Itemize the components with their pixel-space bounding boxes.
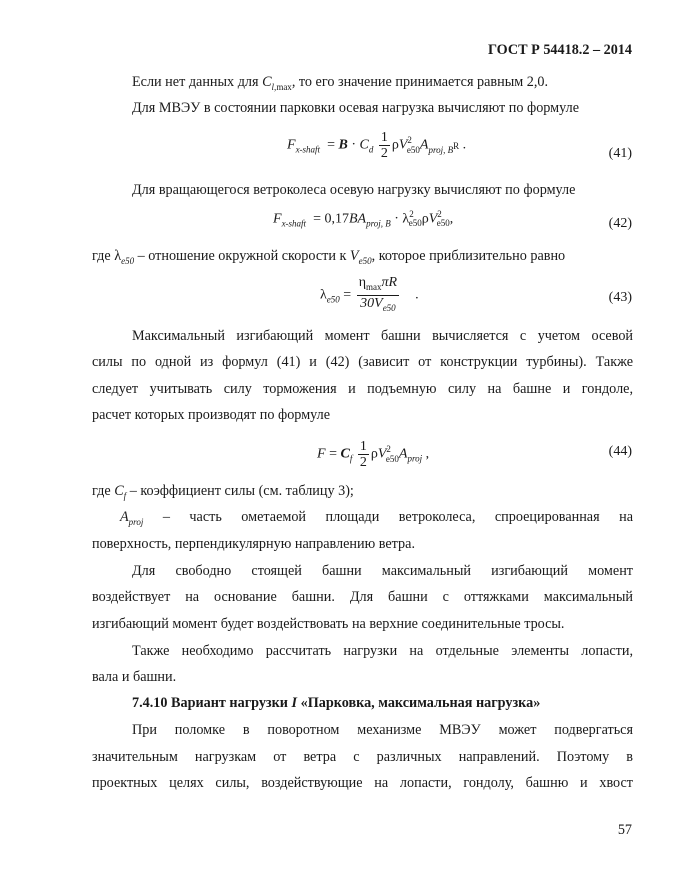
eq-sub: e50: [436, 218, 450, 229]
eq-symbol: λ: [320, 287, 327, 303]
eq-symbol: F: [287, 137, 296, 153]
page-number: 57: [617, 822, 632, 838]
section-number: 7.4.10: [132, 695, 168, 711]
eq-symbol: A: [398, 446, 408, 462]
text: где: [92, 248, 115, 264]
eq-tail: .: [415, 287, 419, 303]
paragraph-cl-max: [132, 73, 548, 96]
sub: f: [123, 490, 127, 501]
eq-sup: R: [453, 140, 460, 151]
eq-sup: 2: [386, 444, 391, 455]
eq-sub: proj, B: [428, 144, 454, 155]
eq-symbol: B: [338, 137, 348, 153]
eq-symbol: V: [428, 211, 438, 227]
eq-symbol: BA: [348, 211, 367, 227]
sub: l,: [271, 81, 277, 92]
eq-symbol: ρ: [421, 211, 429, 227]
fraction-tip-speed: [357, 275, 399, 316]
equation-43: $\lambda_{e50}$ = $\frac{\eta_{max}\pi R}{30V_{e50}}$ .: [320, 275, 419, 316]
fraction-num: 1: [380, 130, 388, 145]
equation-number-42: (42): [608, 216, 632, 231]
eq-sub: proj, B: [366, 218, 391, 229]
paragraph-bending-line3: следует учитывать силу торможения и подъемную силу на башне и гондоле,: [92, 381, 633, 397]
eq-symbol: πR: [381, 275, 398, 290]
eq-sub: x-shaft: [281, 218, 307, 229]
paragraph-bending-line1: Максимальный изгибающий момент башни вычисляется с учетом осевой: [132, 328, 633, 344]
sub: max: [276, 81, 292, 92]
fraction-half: [379, 130, 390, 161]
text: – отношение окружной скорости к: [134, 248, 350, 264]
eq-symbol: C: [340, 446, 350, 462]
paragraph-bending-line2: силы по одной из формул (41) и (42) (зависит от конструкции турбины). Также: [92, 354, 633, 370]
eq-tail: .: [462, 137, 467, 153]
eq-symbol: 30V: [360, 295, 383, 311]
eq-symbol: F: [273, 211, 282, 227]
eq-symbol: λ: [402, 211, 410, 227]
var: C: [114, 483, 124, 499]
text: – часть ометаемой площади ветроколеса, спроецированная на: [143, 509, 633, 525]
eq-sub: e50: [382, 302, 396, 313]
equation-42: $F_{x-shaft} = 0,17BA_{proj, B} \cdot \lambda^2_{e50}\rho V^2_{e50}$,: [273, 209, 454, 229]
eq-sub: e50: [385, 453, 399, 464]
text: Если нет данных для: [132, 74, 263, 90]
equation-number-41: (41): [608, 146, 632, 161]
text: «Парковка, максимальная нагрузка»: [297, 695, 541, 711]
eq-sub: x-shaft: [295, 144, 321, 155]
paragraph-elements-line1: Также необходимо рассчитать нагрузки на отдельные элементы лопасти,: [132, 643, 633, 659]
eq-sub: e50: [408, 218, 422, 229]
eq-sup: 2: [407, 135, 412, 146]
paragraph-aproj-line2: поверхность, перпендикулярную направлению ветра.: [92, 536, 415, 552]
eq-sup: 2: [437, 209, 442, 219]
eq-symbol: F: [317, 446, 326, 462]
text: , то его значение принимается равным 2,0.: [291, 74, 549, 90]
eq-symbol: ρ: [391, 137, 399, 153]
paragraph-failure-line3: проектных целях силы, воздействующие на лопасти, гондолу, башню и хвост: [92, 775, 633, 791]
paragraph-elements-line2: вала и башни.: [92, 669, 177, 685]
var: A: [120, 509, 129, 525]
paragraph-tower-line1: Для свободно стоящей башни максимальный изгибающий момент: [132, 563, 633, 579]
eq-sub: f: [349, 453, 353, 464]
sub: e50: [358, 255, 372, 266]
eq-tail: ,: [425, 446, 430, 462]
eq-symbol: η: [358, 275, 367, 290]
eq-symbol: A: [419, 137, 429, 153]
fraction-num: 1: [359, 439, 367, 454]
eq-sub: d: [368, 144, 374, 155]
eq-coef: 0,17: [324, 211, 349, 227]
section-heading-7-4-10: [132, 694, 540, 712]
paragraph-tower-line2: воздействует на основание башни. Для башни с оттяжками максимальный: [92, 589, 633, 605]
fraction-den: 2: [359, 455, 367, 470]
var: C: [262, 74, 272, 90]
fraction-den: 2: [380, 146, 388, 161]
sub: e50: [121, 255, 135, 266]
equation-number-43: (43): [608, 290, 632, 305]
eq-symbol: V: [398, 137, 408, 153]
eq-sub: proj: [407, 453, 423, 464]
equation-44: $F = C_f$ $\frac{1}{2}$ $\rho V^2_{e50}A_{proj}$ ,: [317, 439, 430, 470]
text: Вариант нагрузки: [167, 695, 292, 711]
eq-sub: max: [366, 281, 382, 292]
document-header: ГОСТ Р 54418.2 – 2014: [487, 42, 632, 58]
paragraph-aproj-line1: [120, 508, 633, 531]
eq-sub: e50: [406, 144, 420, 155]
equation-41: $F_{x-shaft} = B \cdot C_d$ $\frac{1}{2}$ $\rho V^2_{e50}A_{proj, B^R}$ .: [287, 130, 467, 161]
fraction-half: [358, 439, 369, 470]
paragraph-lambda-definition: [92, 247, 565, 270]
paragraph-cf-definition: [92, 482, 354, 505]
eq-sup: 2: [409, 209, 414, 219]
text: , которое приблизительно равно: [371, 248, 566, 264]
text: где: [92, 483, 115, 499]
eq-symbol: C: [359, 137, 369, 153]
equation-number-44: (44): [608, 444, 632, 459]
text: – коэффициент силы (см. таблицу 3);: [126, 483, 354, 499]
var: V: [349, 248, 359, 264]
eq-tail: ,: [449, 211, 454, 227]
var: I: [291, 695, 298, 711]
paragraph-rotating-rotor: Для вращающегося ветроколеса осевую нагрузку вычисляют по формуле: [132, 182, 576, 198]
var: λ: [114, 248, 122, 264]
paragraph-bending-line4: расчет которых производят по формуле: [92, 407, 331, 423]
eq-symbol: V: [377, 446, 387, 462]
eq-sub: e50: [326, 294, 340, 305]
eq-symbol: ρ: [370, 446, 378, 462]
paragraph-failure-line2: значительным нагрузкам от ветра с различных направлений. Поэтому в: [92, 749, 633, 765]
paragraph-tower-line3: изгибающий момент будет воздействовать на верхние соединительные тросы.: [92, 616, 565, 632]
sub: proj: [128, 516, 144, 527]
paragraph-parking-axial-load: Для МВЭУ в состоянии парковки осевая нагрузка вычисляют по формуле: [132, 100, 579, 116]
paragraph-failure-line1: При поломке в поворотном механизме МВЭУ может подвергаться: [132, 722, 633, 738]
